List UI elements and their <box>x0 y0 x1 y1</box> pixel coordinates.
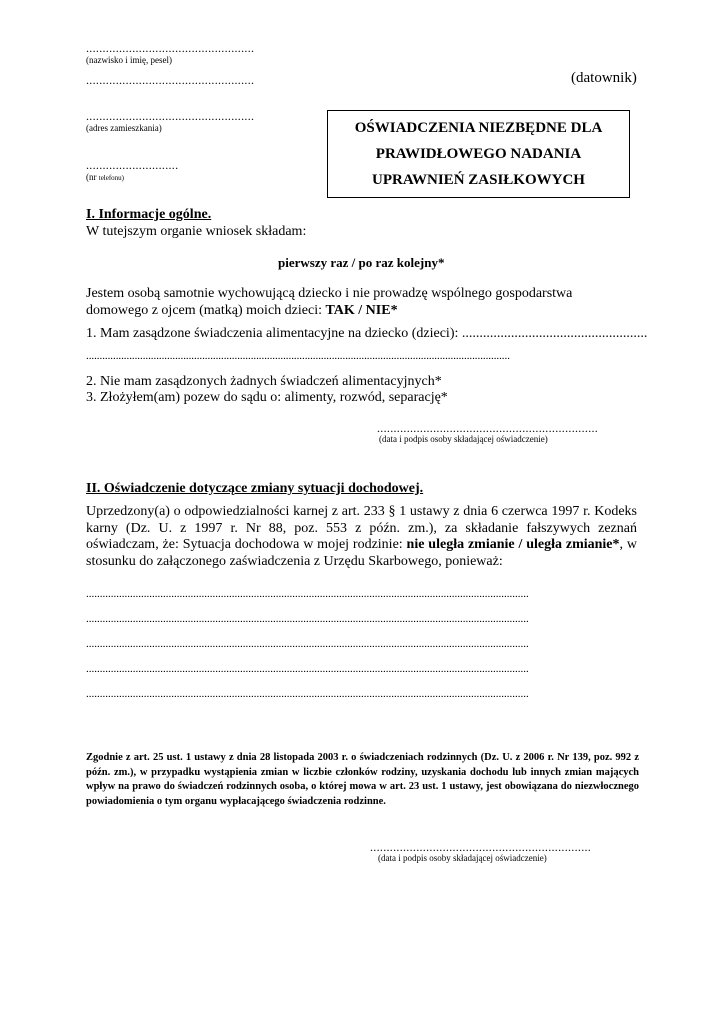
phone-field[interactable]: ............................ <box>86 158 179 172</box>
alimony-item-1-continuation[interactable]: ............................................................................................................................................................. <box>86 350 510 362</box>
explanation-line-3[interactable]: ................................................................................................................................................................. <box>86 638 529 650</box>
phone-label-suffix: telefonu) <box>98 174 125 182</box>
alimony-item-2: 2. Nie mam zasądzonych żadnych świadczeń alimentacyjnych* <box>86 374 442 389</box>
legal-note: Zgodnie z art. 25 ust. 1 ustawy z dnia 28 listopada 2003 r. o świadczeniach rodzinnych (Dz. U. z 2006 r. Nr 139, poz. 992 z późn. zm.), w przypadku wystąpienia zmian w liczbie członków rodziny, uzyskania dochodu lub innych zmian mających wpływ na prawo do świadczeń rodzinnych osoba, o której mowa w art. 23 ust. 1 ustawy, jest obowiązana do niezwłocznego powiadomienia o tym organu wypłacającego świadczenia rodzinne. <box>86 752 639 807</box>
alimony-item-3: 3. Złożyłem(am) pozew do sądu o: alimenty, rozwód, separację* <box>86 390 448 405</box>
document-title-box <box>327 110 630 198</box>
section-1-heading: I. Informacje ogólne. <box>86 207 212 222</box>
name-field[interactable]: ................................................... <box>86 41 255 55</box>
section-2-heading: II. Oświadczenie dotyczące zmiany sytuacji dochodowej. <box>86 481 424 496</box>
income-change-choice[interactable]: nie uległa zmianie / uległa zmianie* <box>406 537 620 552</box>
address-field[interactable]: ................................................... <box>86 109 255 123</box>
explanation-line-2[interactable]: ................................................................................................................................................................. <box>86 613 529 625</box>
section-1-intro: W tutejszym organie wniosek składam: <box>86 224 307 239</box>
title-line-1: OŚWIADCZENIA NIEZBĘDNE DLA <box>354 120 603 136</box>
income-statement-part1: Uprzedzony(a) o odpowiedzialności karnej z art. 233 § 1 ustawy z dnia 6 czerwca 1997 r. Kodeks karny (Dz. U. z 1997 r. Nr 88, poz. 553 z późn. zm.), za składanie fałszywych zeznań oświadczam, że: Sytuacja dochodowa w mojej rodzinie: <box>86 504 637 552</box>
explanation-line-4[interactable]: ................................................................................................................................................................. <box>86 663 529 675</box>
title-line-3: UPRAWNIEŃ ZASIŁKOWYCH <box>372 172 585 188</box>
income-statement-part2: , w stosunku do załączonego zaświadczenia z Urzędu Skarbowego, ponieważ: <box>86 537 637 569</box>
address-field-label: (adres zamieszkania) <box>86 123 162 133</box>
signature-label-1: (data i podpis osoby składającej oświadczenie) <box>379 434 548 444</box>
second-line-field[interactable]: ................................................... <box>86 73 255 87</box>
title-line-2: PRAWIDŁOWEGO NADANIA <box>375 146 582 162</box>
phone-field-label <box>86 172 124 183</box>
explanation-line-1[interactable]: ................................................................................................................................................................. <box>86 588 529 600</box>
signature-label-2: (data i podpis osoby składającej oświadczenie) <box>378 853 547 863</box>
signature-field-1[interactable]: ................................................................... <box>377 421 599 435</box>
single-parent-text: Jestem osobą samotnie wychowującą dziecko i nie prowadzę wspólnego gospodarstwa domowego z ojcem (matką) moich dzieci: <box>86 286 573 318</box>
phone-label-prefix: (nr <box>86 172 97 182</box>
submission-choice[interactable]: pierwszy raz / po raz kolejny* <box>278 255 445 270</box>
single-parent-statement <box>86 286 637 319</box>
name-field-label: (nazwisko i imię, pesel) <box>86 55 172 65</box>
income-statement <box>86 504 637 570</box>
signature-field-2[interactable]: ................................................................... <box>370 840 592 854</box>
single-parent-choice[interactable]: TAK / NIE* <box>325 302 398 318</box>
explanation-line-5[interactable]: ................................................................................................................................................................. <box>86 688 529 700</box>
stamp-label: (datownik) <box>571 70 637 86</box>
alimony-item-1: 1. Mam zasądzone świadczenia alimentacyjne na dziecko (dzieci): ..................................................... <box>86 326 648 341</box>
